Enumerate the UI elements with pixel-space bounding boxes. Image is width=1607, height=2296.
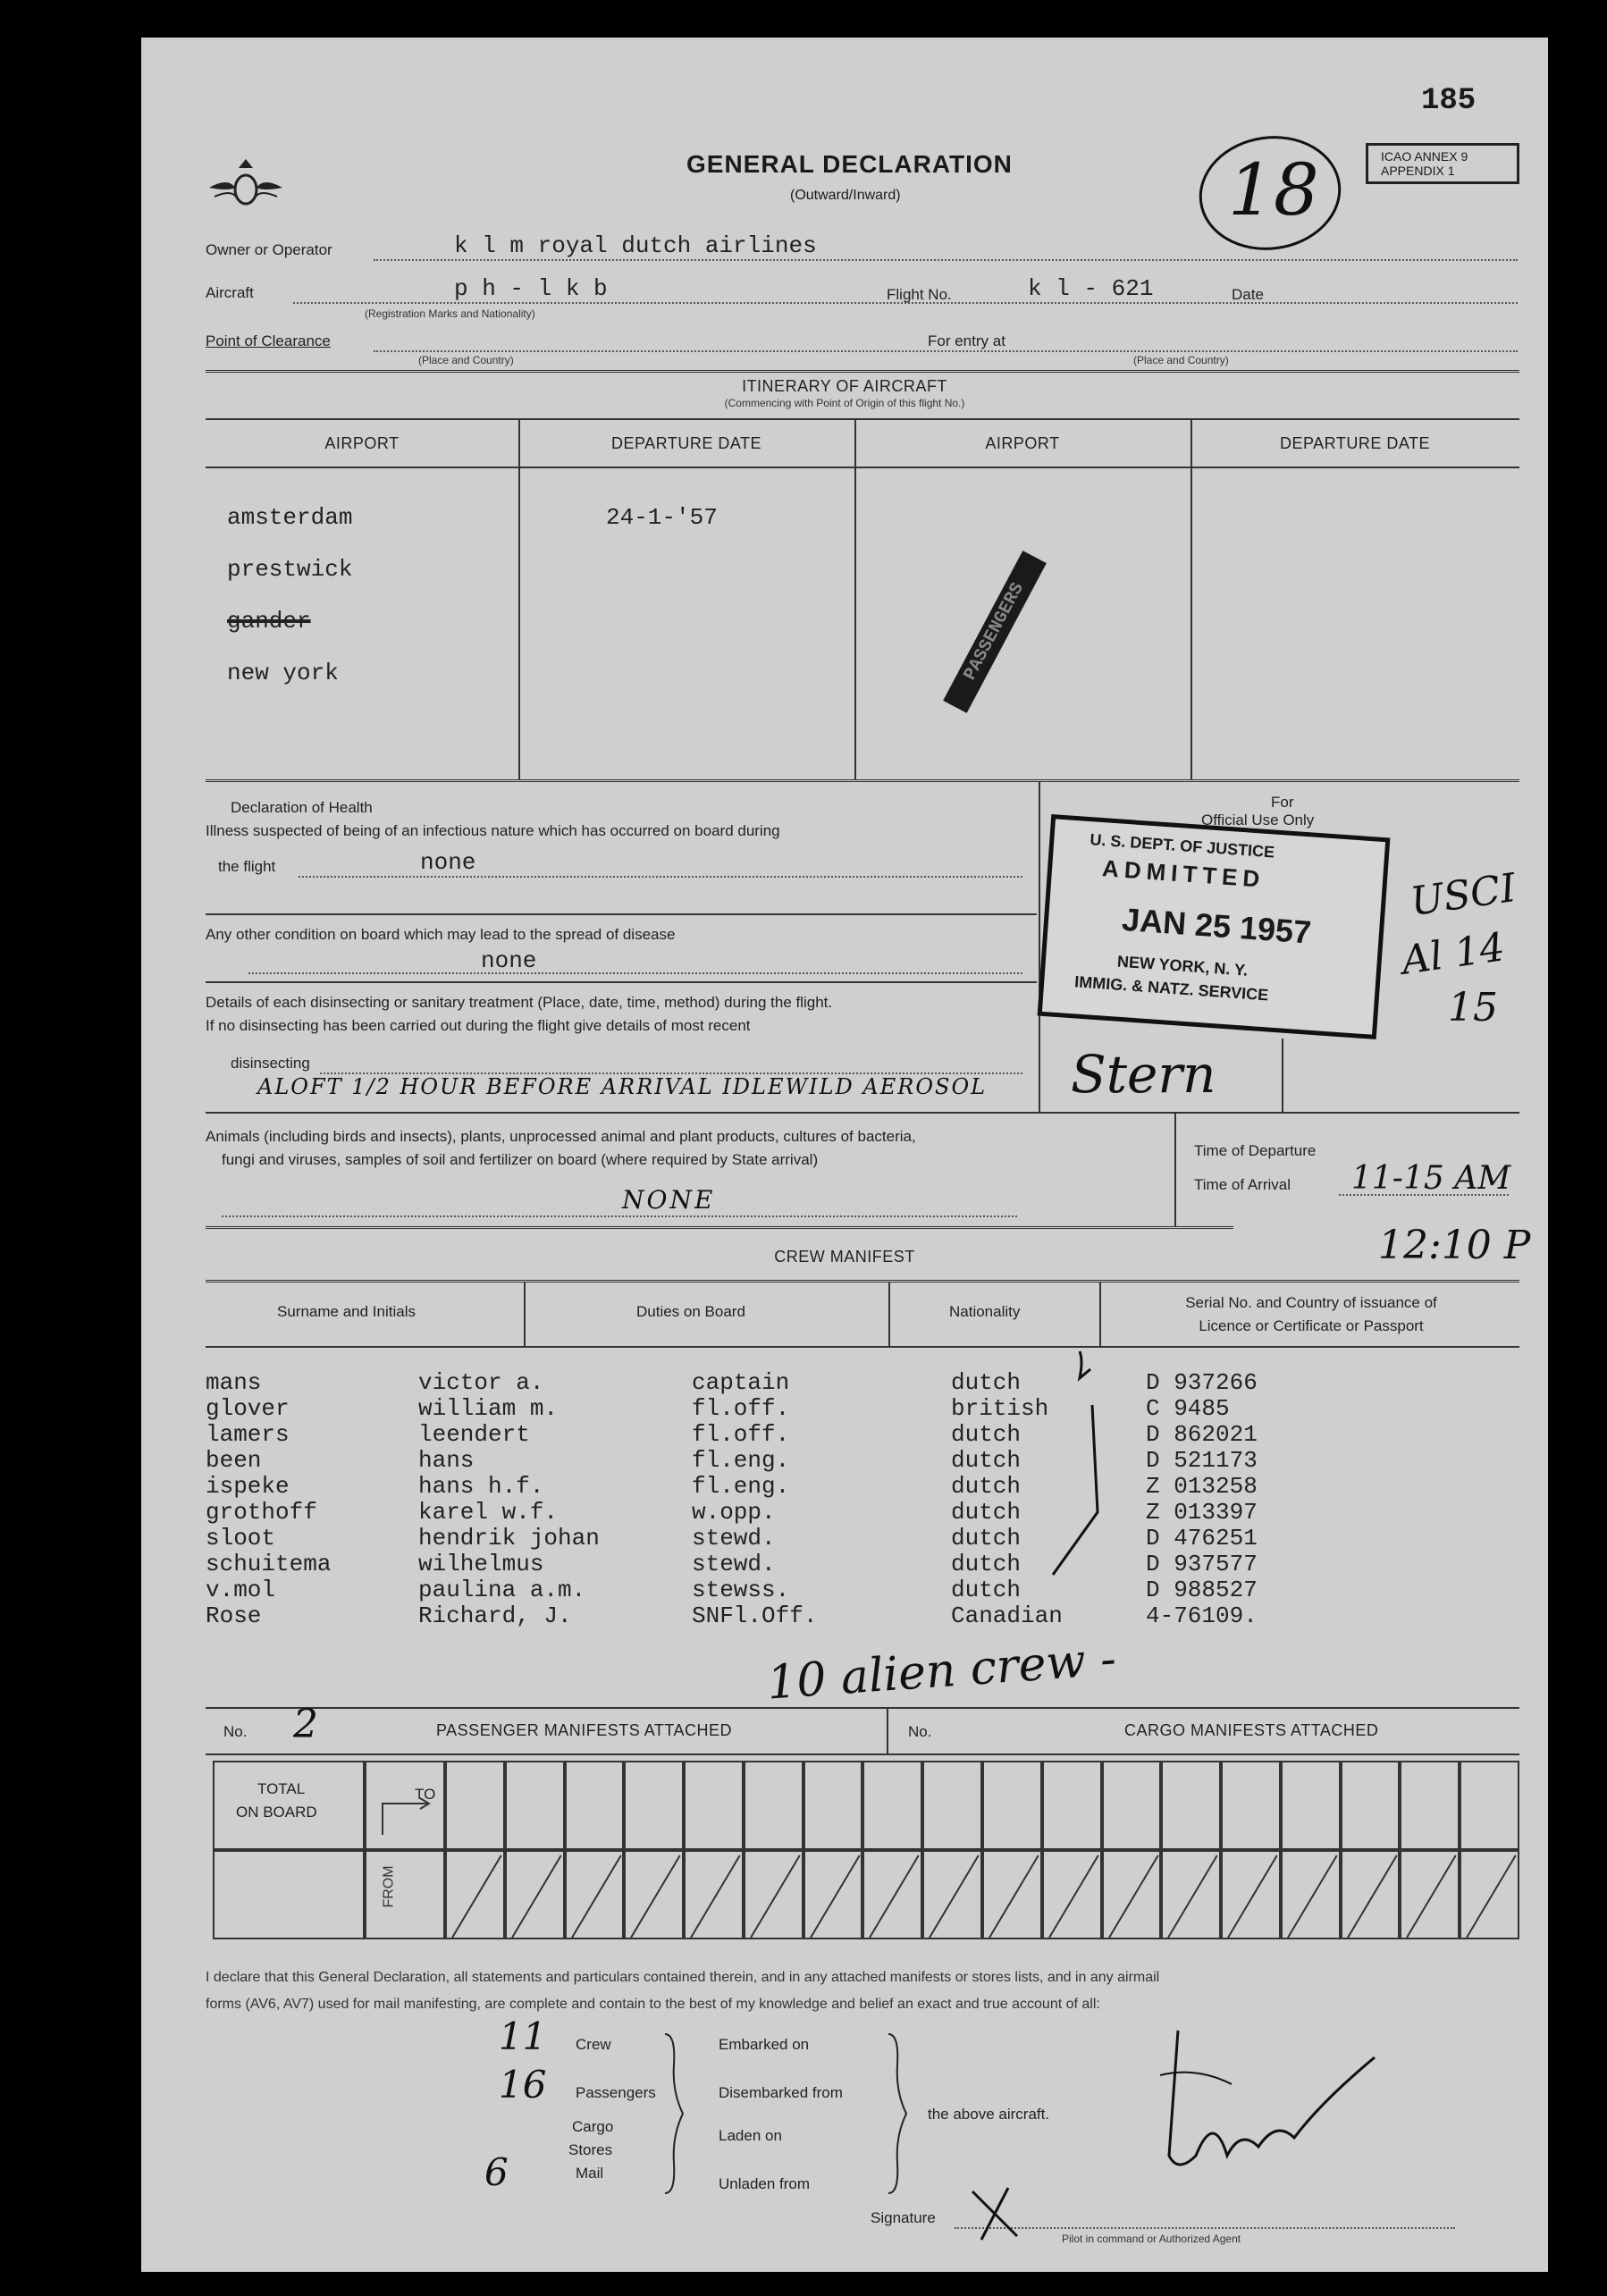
- crew-given: wilhelmus: [418, 1551, 544, 1577]
- grid-cell: [565, 1761, 625, 1850]
- col-airport-1: AIRPORT: [324, 434, 400, 452]
- signature-label: Signature: [871, 2209, 936, 2226]
- crew-surname: sloot: [206, 1525, 276, 1552]
- crew-row: [141, 1525, 1548, 1551]
- crew-duty: fl.eng.: [692, 1473, 790, 1500]
- admitted-stamp: [1038, 814, 1391, 1039]
- crew-given: leendert: [418, 1421, 530, 1448]
- grid-cell: [1341, 1761, 1401, 1850]
- annex-line: ICAO ANNEX 9: [1381, 149, 1468, 164]
- itinerary-airport: prestwick: [227, 556, 353, 583]
- grid-cell: [1460, 1850, 1519, 1939]
- crew-row: [141, 1602, 1548, 1628]
- owner-label: Owner or Operator: [206, 241, 332, 258]
- mail-label: Mail: [576, 2165, 604, 2182]
- crew-surname: grothoff: [206, 1499, 317, 1526]
- stamp-line: NEW YORK, N. Y.: [1116, 952, 1249, 980]
- annex-line: APPENDIX 1: [1381, 164, 1455, 178]
- grid-cell: [1400, 1761, 1460, 1850]
- crew-surname: ispeke: [206, 1473, 290, 1500]
- crew-handwritten-note: 10 alien crew -: [765, 1632, 1118, 1711]
- health-q3c: disinsecting: [231, 1055, 310, 1072]
- health-heading: Declaration of Health: [231, 799, 373, 816]
- crew-given: Richard, J.: [418, 1602, 572, 1629]
- grid-cell: [213, 1850, 365, 1939]
- clearance-sub: (Place and Country): [418, 354, 514, 366]
- signature-x-icon: [963, 2182, 1026, 2245]
- col-name: Surname and Initials: [277, 1303, 416, 1320]
- grid-cell: [862, 1761, 922, 1850]
- grid-cell: [982, 1761, 1042, 1850]
- itinerary-airport: amsterdam: [227, 504, 353, 531]
- crew-nat: dutch: [951, 1577, 1022, 1603]
- stamp-line: U. S. DEPT. OF JUSTICE: [1089, 830, 1275, 862]
- grid-cell: [624, 1850, 684, 1939]
- health-q3b: If no disinsecting has been carried out during the flight give details of most recent: [206, 1017, 751, 1034]
- itinerary-sub: (Commencing with Point of Origin of this flight No.): [724, 397, 965, 409]
- crew-nat: dutch: [951, 1551, 1022, 1577]
- above-aircraft-label: the above aircraft.: [928, 2106, 1050, 2123]
- date-label: Date: [1232, 286, 1264, 303]
- flight-value: k l - 621: [1028, 275, 1154, 302]
- crew-serial: C 9485: [1146, 1395, 1230, 1422]
- total-label-2: ON BOARD: [236, 1804, 317, 1821]
- crew-row: [141, 1499, 1548, 1525]
- passenger-count: 16: [499, 2063, 547, 2107]
- grid-cell: [505, 1761, 565, 1850]
- health-a3: ALOFT 1/2 HOUR BEFORE ARRIVAL IDLEWILD AEROSOL: [257, 1074, 988, 1099]
- grid-cell: [804, 1761, 863, 1850]
- brace-icon: [660, 2029, 686, 2199]
- crew-surname: schuitema: [206, 1551, 332, 1577]
- crew-serial: D 476251: [1146, 1525, 1258, 1552]
- grid-cell: [922, 1761, 982, 1850]
- arrival-time-label: Time of Arrival: [1194, 1176, 1291, 1193]
- crew-serial: D 862021: [1146, 1421, 1258, 1448]
- cargo-no-label: No.: [908, 1723, 932, 1740]
- grid-cell: [804, 1850, 863, 1939]
- crew-surname: mans: [206, 1369, 262, 1396]
- itinerary-title: ITINERARY OF AIRCRAFT: [742, 377, 947, 395]
- passenger-manifest-title: PASSENGER MANIFESTS ATTACHED: [436, 1721, 733, 1739]
- grid-cell: [1400, 1850, 1460, 1939]
- crew-serial: D 937577: [1146, 1551, 1258, 1577]
- grid-cell: [982, 1850, 1042, 1939]
- grid-cell: [1281, 1761, 1341, 1850]
- grid-cell: [365, 1850, 445, 1939]
- form-title: GENERAL DECLARATION: [686, 150, 1013, 178]
- crew-duty: stewss.: [692, 1577, 790, 1603]
- crew-nat: dutch: [951, 1369, 1022, 1396]
- crew-duty: SNFl.Off.: [692, 1602, 818, 1629]
- pilot-signature-icon: [1142, 2022, 1410, 2182]
- crew-duty: stewd.: [692, 1525, 776, 1552]
- crew-serial: Z 013397: [1146, 1499, 1258, 1526]
- signature-sub: Pilot in command or Authorized Agent: [1062, 2233, 1241, 2245]
- klm-logo-icon: [206, 152, 286, 214]
- col-departure-1: DEPARTURE DATE: [610, 434, 762, 452]
- crew-surname: Rose: [206, 1602, 262, 1629]
- crew-row: [141, 1447, 1548, 1473]
- pass-no-label: No.: [223, 1723, 248, 1740]
- arrival-time-value: 11-15 AM: [1351, 1160, 1511, 1197]
- crew-serial: Z 013258: [1146, 1473, 1258, 1500]
- declaration-text-2: forms (AV6, AV7) used for mail manifesting, are complete and contain to the best of my knowledge and belief an exact and true account of all:: [206, 1997, 1100, 2012]
- health-q1b: the flight: [218, 858, 276, 875]
- crew-serial: D 521173: [1146, 1447, 1258, 1474]
- grid-cell: [1281, 1850, 1341, 1939]
- crew-duty: stewd.: [692, 1551, 776, 1577]
- crew-nat: Canadian: [951, 1602, 1063, 1629]
- embarked-label: Embarked on: [719, 2036, 810, 2053]
- circled-number-text: 18: [1228, 148, 1319, 231]
- passenger-count-label: Passengers: [576, 2084, 656, 2101]
- crew-row: [141, 1473, 1548, 1499]
- crew-given: victor a.: [418, 1369, 544, 1396]
- grid-cell: [624, 1761, 684, 1850]
- stamp-line: ADMITTED: [1101, 854, 1266, 893]
- crew-nat: british: [951, 1395, 1049, 1422]
- crew-nat: dutch: [951, 1473, 1022, 1500]
- crew-given: paulina a.m.: [418, 1577, 586, 1603]
- crew-given: karel w.f.: [418, 1499, 559, 1526]
- entry-sub: (Place and Country): [1133, 354, 1229, 366]
- clearance-label: Point of Clearance: [206, 332, 331, 349]
- grid-cell: [922, 1850, 982, 1939]
- col-duties: Duties on Board: [636, 1303, 745, 1320]
- col-nat: Nationality: [949, 1303, 1021, 1320]
- crew-surname: been: [206, 1447, 262, 1474]
- crew-row: [141, 1369, 1548, 1395]
- form-subtitle: (Outward/Inward): [790, 188, 901, 203]
- entry-label: For entry at: [928, 332, 1005, 349]
- crew-title: CREW MANIFEST: [774, 1248, 915, 1266]
- official-label-1: For: [1271, 794, 1294, 811]
- crew-serial: 4-76109.: [1146, 1602, 1258, 1629]
- grid-cell: [1042, 1761, 1102, 1850]
- health-q2: Any other condition on board which may lead to the spread of disease: [206, 926, 676, 943]
- official-signature: Stern: [1071, 1044, 1216, 1105]
- col-serial-2: Licence or Certificate or Passport: [1199, 1317, 1424, 1334]
- mail-count: 6: [484, 2150, 509, 2194]
- grid-cell: [684, 1850, 744, 1939]
- health-a2: none: [481, 947, 537, 974]
- crew-row: [141, 1577, 1548, 1602]
- crew-duty: fl.off.: [692, 1421, 790, 1448]
- crew-row: [141, 1421, 1548, 1447]
- to-label: TO: [415, 1786, 436, 1803]
- crew-given: hans h.f.: [418, 1473, 544, 1500]
- owner-value: k l m royal dutch airlines: [454, 232, 817, 259]
- animals-text-2: fungi and viruses, samples of soil and fertilizer on board (where required by State arrival): [222, 1151, 819, 1168]
- stamp-line: IMMIG. & NATZ. SERVICE: [1073, 972, 1269, 1005]
- stamp-line: JAN 25 1957: [1120, 900, 1313, 951]
- laden-label: Laden on: [719, 2127, 782, 2144]
- time-note: 12:10 P: [1378, 1223, 1531, 1268]
- crew-serial: D 988527: [1146, 1577, 1258, 1603]
- official-note-1: USCI: [1408, 865, 1519, 925]
- total-label-1: TOTAL: [257, 1780, 306, 1797]
- crew-duty: captain: [692, 1369, 790, 1396]
- health-q3: Details of each disinsecting or sanitary treatment (Place, date, time, method) during the flight.: [206, 994, 833, 1011]
- page-number: 185: [1421, 84, 1477, 118]
- disembarked-label: Disembarked from: [719, 2084, 843, 2101]
- declaration-text-1: I declare that this General Declaration, all statements and particulars contained therein, and in any attached manifests or stores lists, and in any airmail: [206, 1970, 1160, 1985]
- departure-date: 24-1-'57: [606, 504, 718, 531]
- crew-surname: glover: [206, 1395, 290, 1422]
- grid-cell: [1460, 1761, 1519, 1850]
- unladen-label: Unladen from: [719, 2175, 811, 2192]
- aircraft-sub: (Registration Marks and Nationality): [365, 307, 535, 320]
- grid-cell: [505, 1850, 565, 1939]
- grid-cell: [684, 1761, 744, 1850]
- passengers-stamp-text: PASSENGERS: [960, 579, 1029, 685]
- crew-surname: v.mol: [206, 1577, 276, 1603]
- crew-row: [141, 1551, 1548, 1577]
- from-label: FROM: [381, 1865, 397, 1908]
- aircraft-value: p h - l k b: [454, 275, 608, 302]
- grid-cell: [1221, 1850, 1281, 1939]
- cargo-manifest-title: CARGO MANIFESTS ATTACHED: [1124, 1721, 1379, 1739]
- official-label-2: Official Use Only: [1201, 812, 1315, 828]
- official-note-2: Al 14: [1399, 924, 1508, 984]
- stores-label: Stores: [568, 2141, 613, 2158]
- grid-cell: [445, 1850, 505, 1939]
- grid-cell: [862, 1850, 922, 1939]
- flight-label: Flight No.: [887, 286, 952, 303]
- grid-cell: [1161, 1761, 1221, 1850]
- crew-given: hendrik johan: [418, 1525, 600, 1552]
- crew-nat: dutch: [951, 1447, 1022, 1474]
- circled-number: [1194, 130, 1346, 256]
- grid-cell: [1042, 1850, 1102, 1939]
- animals-text-1: Animals (including birds and insects), plants, unprocessed animal and plant products, cultures of bacteria,: [206, 1128, 916, 1145]
- itinerary-airport: gander: [227, 608, 311, 635]
- crew-serial: D 937266: [1146, 1369, 1258, 1396]
- crew-duty: fl.off.: [692, 1395, 790, 1422]
- crew-duty: fl.eng.: [692, 1447, 790, 1474]
- brace-icon-2: [883, 2029, 910, 2199]
- grid-cell: [1102, 1850, 1162, 1939]
- grid-cell: [744, 1850, 804, 1939]
- grid-cell: [445, 1761, 505, 1850]
- grid-cell: [744, 1761, 804, 1850]
- health-q1: Illness suspected of being of an infectious nature which has occurred on board during: [206, 822, 780, 839]
- crew-count-label: Crew: [576, 2036, 611, 2053]
- total-on-board-grid: [213, 1761, 1519, 1939]
- crew-row: [141, 1395, 1548, 1421]
- health-a1: none: [420, 849, 476, 876]
- grid-cell: [1221, 1761, 1281, 1850]
- itinerary-airport: new york: [227, 660, 339, 686]
- crew-duty: w.opp.: [692, 1499, 776, 1526]
- grid-cell: [565, 1850, 625, 1939]
- grid-cell: [1341, 1850, 1401, 1939]
- animals-value: NONE: [622, 1185, 716, 1215]
- grid-cell: [1161, 1850, 1221, 1939]
- col-serial-1: Serial No. and Country of issuance of: [1185, 1294, 1437, 1311]
- icao-annex-box: [1366, 143, 1519, 184]
- pass-manifest-count: 2: [293, 1702, 318, 1747]
- aircraft-label: Aircraft: [206, 284, 254, 301]
- official-note-3: 15: [1448, 985, 1498, 1030]
- crew-marks: [1044, 1307, 1115, 1593]
- departure-time-label: Time of Departure: [1194, 1142, 1317, 1159]
- crew-given: william m.: [418, 1395, 559, 1422]
- crew-given: hans: [418, 1447, 475, 1474]
- passengers-stamp: [943, 551, 1047, 713]
- col-departure-2: DEPARTURE DATE: [1279, 434, 1431, 452]
- crew-nat: dutch: [951, 1499, 1022, 1526]
- declaration-form: [141, 38, 1548, 2272]
- crew-nat: dutch: [951, 1421, 1022, 1448]
- crew-count: 11: [499, 2014, 547, 2058]
- grid-cell: [1102, 1761, 1162, 1850]
- col-airport-2: AIRPORT: [985, 434, 1060, 452]
- cargo-label: Cargo: [572, 2118, 614, 2135]
- crew-nat: dutch: [951, 1525, 1022, 1552]
- crew-surname: lamers: [206, 1421, 290, 1448]
